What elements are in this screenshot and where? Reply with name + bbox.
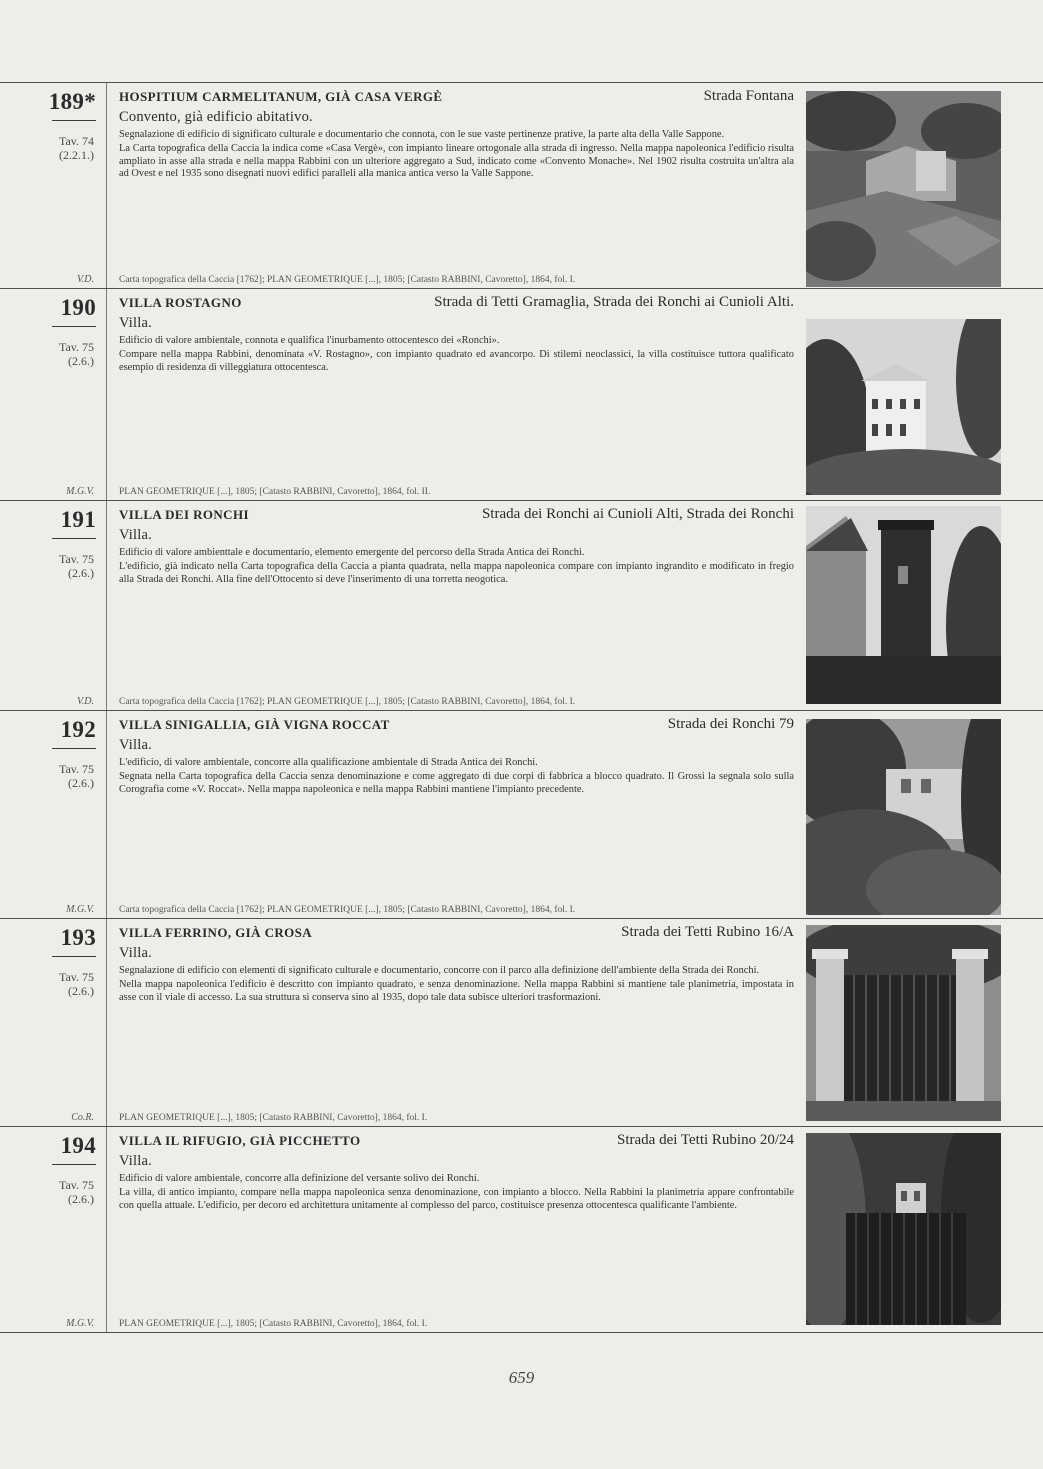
- entry-header: [119, 507, 794, 525]
- tav-code: (2.6.): [68, 354, 94, 368]
- building-photo: [806, 1133, 1001, 1325]
- description-paragraph: Nella mappa napoleonica l'edificio è descritto con impianto quadrato, e senza denominazione. Nella mappa Rabbini si mantiene tale planimetria, impostata in asse con il viale di accesso. La sua struttura si conserva sino al 1935, dopo tale data subisce ulteriori trasformazioni.: [119, 979, 794, 1003]
- street-address: Strada dei Tetti Rubino 20/24: [617, 1132, 794, 1148]
- entry-number: 190: [60, 295, 96, 320]
- number-underline: [52, 538, 96, 539]
- description-paragraph: Edificio di valore ambientale, connota e qualifica l'inurbamento ottocentesco dei «Ronchi».: [119, 335, 500, 346]
- number-underline: [52, 326, 96, 327]
- description-paragraph: Compare nella mappa Rabbini, denominata «V. Rostagno», con impianto quadrato ed avancorpo. Di stilemi neoclassici, la villa costituisce tuttora qualificato esempio di residenza di villeggiatura ottocentesca.: [119, 349, 794, 373]
- building-name: HOSPITIUM CARMELITANUM, GIÀ CASA VERGÈ: [119, 89, 443, 104]
- entry-sidebar: [0, 83, 107, 288]
- tav-code: (2.6.): [68, 1192, 94, 1206]
- building-type: Villa.: [119, 527, 152, 543]
- entry-description: [119, 965, 794, 1006]
- tav-code: (2.6.): [68, 566, 94, 580]
- building-photo: [806, 319, 1001, 495]
- description-paragraph: La Carta topografica della Caccia la indica come «Casa Vergè», con impianto lineare ortogonale alla strada di ingresso. Nella mappa napoleonica l'edificio risulta ampliato in asse alla strada e nella mappa Rabbini con un ulteriore aggregato a Sud, indicato come «Convento Monache». Nel 1902 risulta costruita un'altra ala ad Ovest e nel 1935 sono disegnati nuovi edifici paralleli alla manica antica verso la Valle Sappone.: [119, 143, 794, 179]
- building-name: VILLA FERRINO, GIÀ CROSA: [119, 925, 313, 940]
- building-type: Villa.: [119, 315, 152, 331]
- catalog-entry-194: [0, 1126, 1043, 1333]
- building-name: VILLA IL RIFUGIO, GIÀ PICCHETTO: [119, 1133, 361, 1148]
- description-paragraph: Edificio di valore ambientale, concorre alla definizione del versante solivo dei Ronchi.: [119, 1173, 480, 1184]
- building-type: Villa.: [119, 1153, 152, 1169]
- author-initials: V.D.: [76, 274, 94, 285]
- description-paragraph: L'edificio, di valore ambientale, concorre alla qualificazione ambientale di Strada Antica dei Ronchi.: [119, 757, 538, 768]
- catalog-entry-191: [0, 500, 1043, 710]
- tav-label: Tav. 75: [58, 340, 94, 354]
- number-underline: [52, 120, 96, 121]
- entry-header: [119, 89, 794, 107]
- catalog-entry-190: [0, 288, 1043, 500]
- street-address: Strada dei Ronchi 79: [667, 716, 794, 732]
- description-paragraph: Edificio di valore ambienttale e documentario, elemento emergente del percorso della Strada Antica dei Ronchi.: [119, 547, 585, 558]
- entry-description: [119, 1173, 794, 1214]
- author-initials: M.G.V.: [66, 1318, 94, 1329]
- entry-content: [119, 1127, 794, 1332]
- catalog-list: [0, 82, 1043, 1333]
- entry-number: 189*: [48, 89, 96, 114]
- entry-header: [119, 925, 794, 943]
- table-reference: [59, 134, 94, 162]
- author-initials: M.G.V.: [66, 486, 94, 497]
- entry-content: [119, 711, 794, 918]
- entry-number: 192: [60, 717, 96, 742]
- entry-number: 194: [60, 1133, 96, 1158]
- building-name: VILLA ROSTAGNO: [119, 295, 242, 310]
- entry-description: [119, 547, 794, 588]
- description-paragraph: Segnata nella Carta topografica della Caccia senza denominazione e come aggregato di due corpi di fabbrica a blocco quadrato. Il Grossi la segnala solo sulla Corografia come «V. Roccat». Nella mappa napoleonica e nella mappa Rabbini mantiene l'impianto precedente.: [119, 771, 794, 795]
- author-initials: Co.R.: [71, 1112, 94, 1123]
- entry-description: [119, 757, 794, 798]
- entry-sidebar: [0, 711, 107, 918]
- street-address: Strada Fontana: [703, 88, 794, 104]
- page-number: 659: [508, 1368, 535, 1387]
- street-address: Strada di Tetti Gramaglia, Strada dei Ronchi ai Cunioli Alti.: [434, 294, 794, 310]
- entry-sidebar: [0, 501, 107, 710]
- description-paragraph: L'edificio, già indicato nella Carta topografica della Caccia a pianta quadrata, nella mappa napoleonica compare con impianto ingrandito e modificato in fregio alla Strada dei Ronchi. Alla fine dell'Ottocento si deve l'inserimento di una torretta neogotica.: [119, 561, 794, 585]
- tav-code: (2.2.1.): [59, 148, 94, 162]
- building-photo: [806, 91, 1001, 287]
- entry-sources: PLAN GEOMÉTRIQUE [...], 1805; [Catasto RABBINI, Cavoretto], 1864, fol. I.: [119, 1319, 428, 1329]
- table-reference: [59, 340, 94, 368]
- tav-label: Tav. 75: [58, 552, 94, 566]
- entry-header: [119, 295, 794, 313]
- description-paragraph: Segnalazione di edificio di significato culturale e documentario che connota, con le sue vaste pertinenze prative, la parte alta della Valle Sappone.: [119, 129, 725, 140]
- entry-number: 193: [60, 925, 96, 950]
- catalog-entry-192: [0, 710, 1043, 918]
- entry-content: [119, 289, 794, 500]
- table-reference: [59, 970, 94, 998]
- entry-number: 191: [60, 507, 96, 532]
- building-photo: [806, 719, 1001, 915]
- catalog-entry-189: [0, 82, 1043, 288]
- entry-header: [119, 717, 794, 735]
- entry-sources: Carta topografica della Caccia [1762]; PLAN GEOMÉTRIQUE [...], 1805; [Catasto RABBINI, Cavoretto], 1864, fol. I.: [119, 697, 576, 707]
- entry-sidebar: [0, 289, 107, 500]
- tav-label: Tav. 75: [58, 970, 94, 984]
- table-reference: [59, 1178, 94, 1206]
- tav-code: (2.6.): [68, 984, 94, 998]
- building-type: Convento, già edificio abitativo.: [119, 109, 313, 125]
- description-paragraph: Segnalazione di edificio con elementi di significato culturale e documentario, concorre con il parco alla definizione dell'ambiente della Strada dei Ronchi.: [119, 965, 760, 976]
- author-initials: M.G.V.: [66, 904, 94, 915]
- entry-content: [119, 919, 794, 1126]
- tav-label: Tav. 75: [58, 762, 94, 776]
- entry-description: [119, 129, 794, 182]
- table-reference: [59, 762, 94, 790]
- number-underline: [52, 748, 96, 749]
- tav-label: Tav. 74: [58, 134, 94, 148]
- entry-content: [119, 501, 794, 710]
- entry-description: [119, 335, 794, 376]
- entry-sources: PLAN GEOMÉTRIQUE [...], 1805; [Catasto RABBINI, Cavoretto], 1864, fol. I.: [119, 1113, 428, 1123]
- building-name: VILLA SINIGALLIA, GIÀ VIGNA ROCCAT: [119, 717, 390, 732]
- street-address: Strada dei Tetti Rubino 16/A: [621, 924, 794, 940]
- entry-sidebar: [0, 1127, 107, 1332]
- building-name: VILLA DEI RONCHI: [119, 507, 249, 522]
- table-reference: [59, 552, 94, 580]
- entry-sources: Carta topografica della Caccia [1762]; PLAN GEOMÉTRIQUE [...], 1805; [Catasto RABBINI, Cavoretto], 1864, fol. I.: [119, 905, 576, 915]
- tav-label: Tav. 75: [58, 1178, 94, 1192]
- entry-sidebar: [0, 919, 107, 1126]
- description-paragraph: La villa, di antico impianto, compare nella mappa napoleonica senza denominazione, con impianto a blocco. Nella Rabbini la planimetria appare confrontabile con quella attuale. L'edificio, per decoro ed architettura unitamente al complesso del parco, costituisce presenza ottocentesca qualificante l'ambiente.: [119, 1187, 794, 1211]
- building-photo: [806, 506, 1001, 704]
- entry-header: [119, 1133, 794, 1151]
- building-type: Villa.: [119, 737, 152, 753]
- entry-sources: PLAN GEOMÉTRIQUE [...], 1805; [Catasto RABBINI, Cavoretto], 1864, fol. II.: [119, 487, 431, 497]
- entry-sources: Carta topografica della Caccia [1762]; PLAN GEOMÉTRIQUE [...], 1805; [Catasto RABBINI, Cavoretto], 1864, fol. I.: [119, 275, 576, 285]
- building-type: Villa.: [119, 945, 152, 961]
- tav-code: (2.6.): [68, 776, 94, 790]
- entry-content: [119, 83, 794, 288]
- catalog-entry-193: [0, 918, 1043, 1126]
- number-underline: [52, 1164, 96, 1165]
- author-initials: V.D.: [76, 696, 94, 707]
- street-address: Strada dei Ronchi ai Cunioli Alti, Strada dei Ronchi: [481, 506, 794, 522]
- building-photo: [806, 925, 1001, 1121]
- number-underline: [52, 956, 96, 957]
